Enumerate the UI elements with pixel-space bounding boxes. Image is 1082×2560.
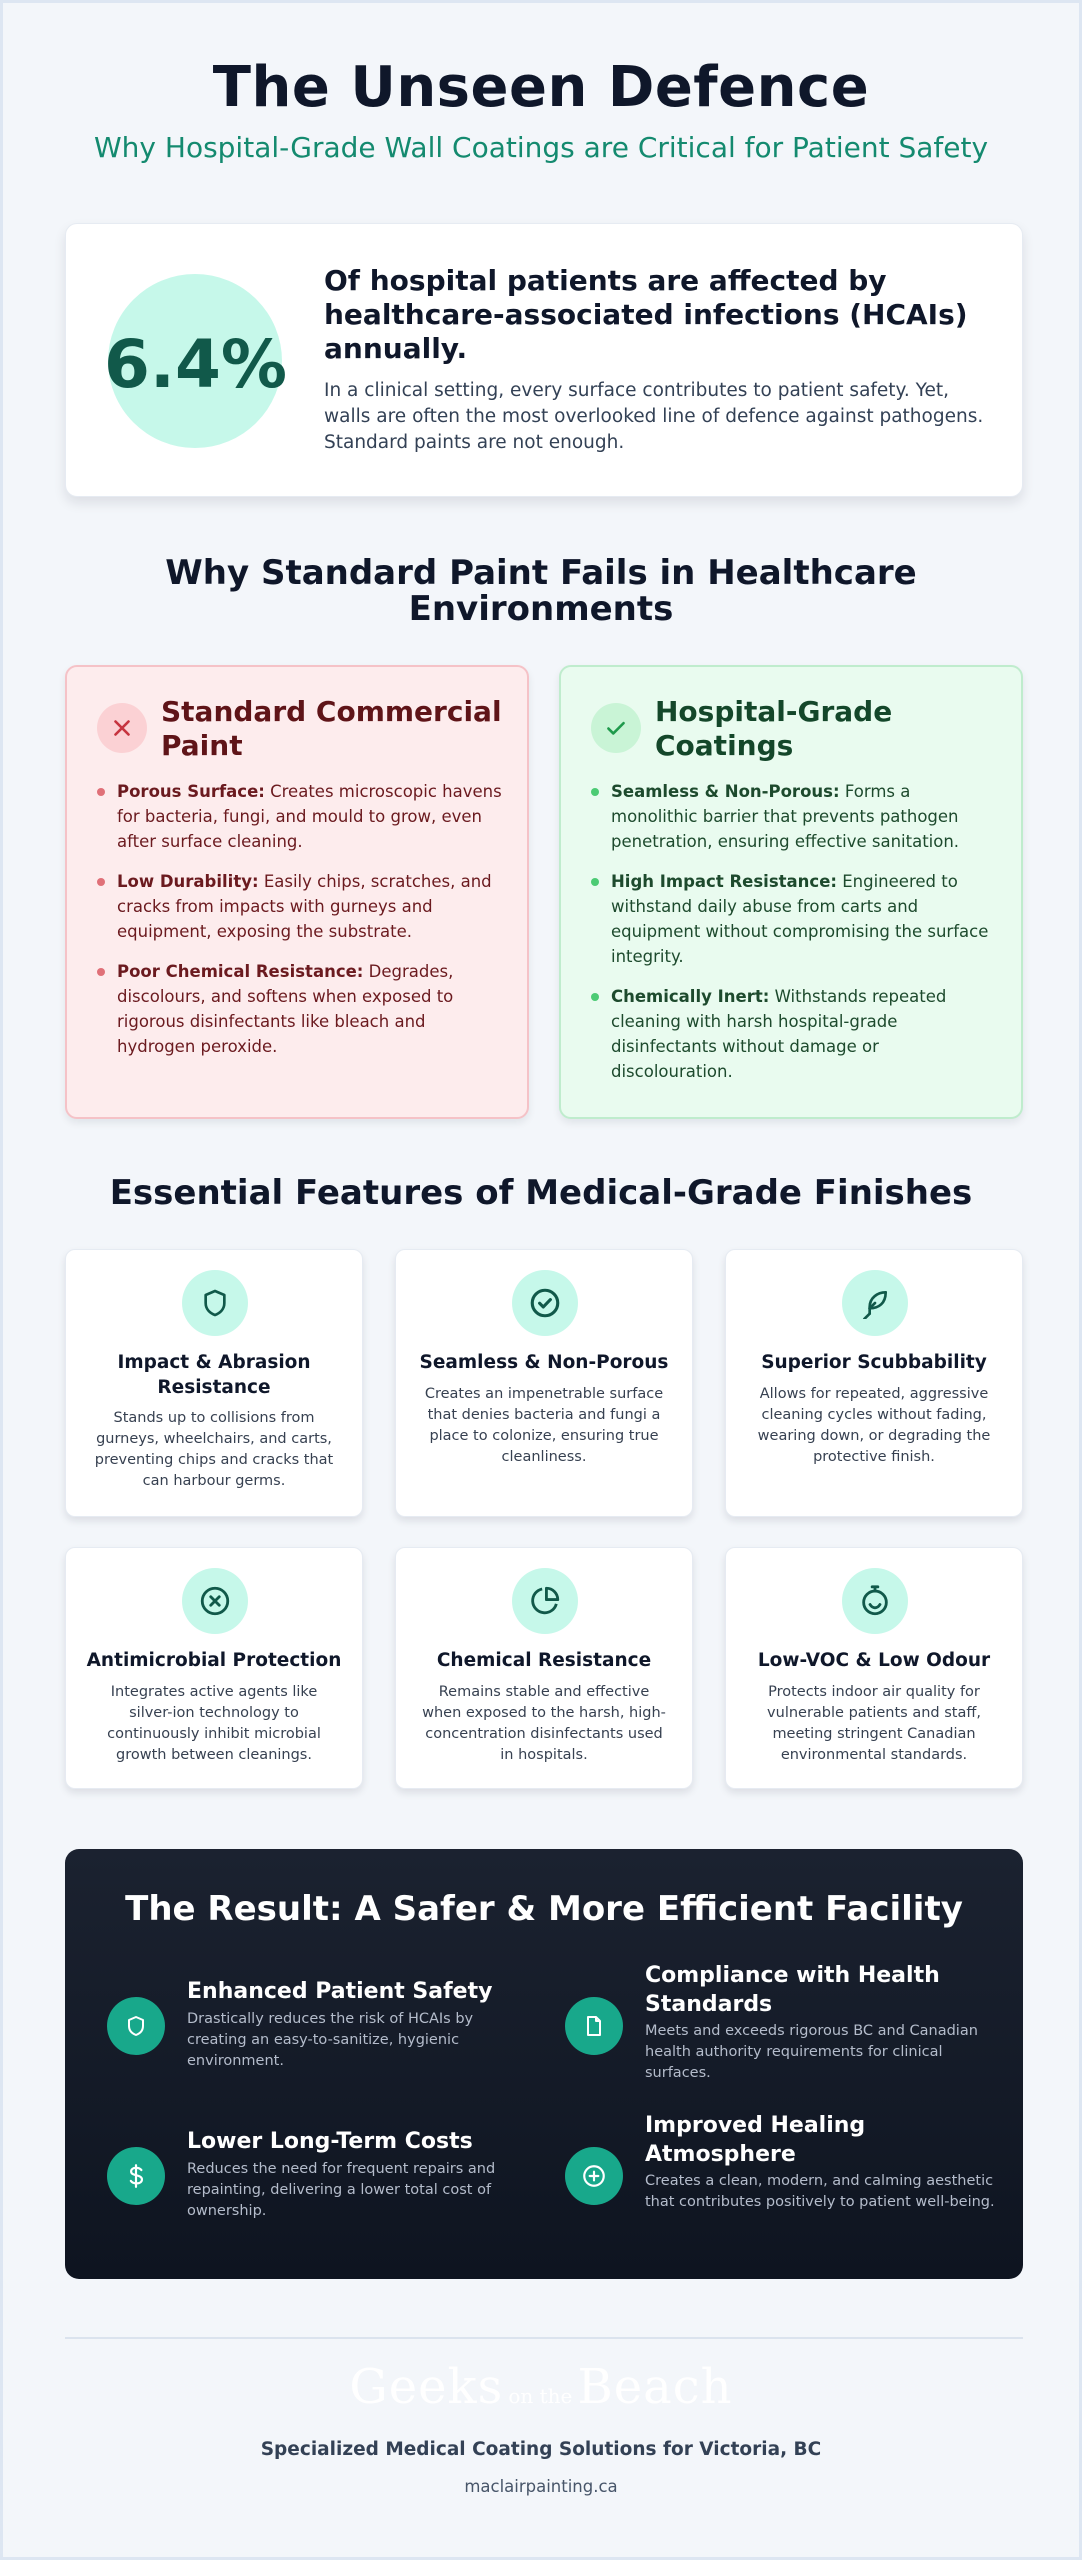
smile-icon [842,1568,908,1634]
item-text: Creates microscopic havens for bacteria, fungi, and mould to grow, even after surface cleaning. [117,782,502,851]
hospital-grade-card [559,665,1023,1119]
item-label: Poor Chemical Resistance: [117,962,364,981]
document-icon [565,1997,623,2055]
list-item [589,984,999,1084]
feature-description: Integrates active agents like silver-ion technology to continuously inhibit microbial growth between cleanings. [107,1684,321,1763]
feature-title: Chemical Resistance [436,1650,652,1671]
result-item-description: Meets and exceeds rigorous BC and Canadian health authority requirements for clinical surfaces. [645,2023,978,2081]
logo-word: Beach [577,2359,733,2415]
check-icon [591,703,641,753]
result-item-title: Compliance with Health Standards [645,1963,940,2017]
feature-title: Seamless & Non-Porous [419,1352,669,1373]
result-item-description: Drastically reduces the risk of HCAIs by creating an easy-to-sanitize, hygienic environment. [187,2011,474,2069]
bullet-dot [97,878,105,886]
stat-value: 6.4% [104,326,288,403]
shield-icon [182,1270,248,1336]
page-subtitle: Why Hospital-Grade Wall Coatings are Critical for Patient Safety [93,131,989,164]
item-text: Forms a monolithic barrier that prevents pathogen penetration, ensuring effective sanitation. [611,782,960,851]
x-icon [97,703,147,753]
feature-card-impact [65,1249,363,1517]
feature-title: Antimicrobial Protection [86,1650,342,1671]
features-heading: Essential Features of Medical-Grade Finishes [109,1173,973,1213]
result-item-description: Creates a clean, modern, and calming aesthetic that contributes positively to patient well-being. [645,2173,995,2210]
item-text: Withstands repeated cleaning with harsh hospital-grade disinfectants without damage or discolouration. [611,987,947,1081]
result-title: The Result: A Safer & More Efficient Facility [125,1889,963,1929]
item-label: Seamless & Non-Porous: [611,782,840,801]
stat-description: In a clinical setting, every surface contributes to patient safety. Yet, walls are often the most overlooked line of defence against pathogens. Standard paints are not enough. [324,380,984,453]
item-label: Chemically Inert: [611,987,770,1006]
bullet-dot [591,788,599,796]
feature-card-antimicrobial [65,1547,363,1789]
standard-paint-title: Standard Commercial Paint [161,695,502,762]
standard-paint-list [95,779,505,1074]
feature-description: Stands up to collisions from gurneys, wheelchairs, and carts, preventing chips and cracks that can harbour germs. [94,1410,334,1489]
footer-tagline: Specialized Medical Coating Solutions for Victoria, BC [260,2439,822,2460]
item-label: Porous Surface: [117,782,265,801]
list-item [589,779,999,854]
comparison-heading: Why Standard Paint Fails in Healthcare Environments [165,553,917,629]
page-title: The Unseen Defence [212,55,870,120]
result-item-title: Enhanced Patient Safety [187,1979,493,2004]
list-item [95,869,505,944]
result-panel [65,1849,1023,2279]
list-item [95,959,505,1059]
item-label: High Impact Resistance: [611,872,837,891]
plus-circle-icon [565,2147,623,2205]
standard-paint-card [65,665,529,1119]
bullet-dot [591,878,599,886]
result-item-description: Reduces the need for frequent repairs and repainting, delivering a lower total cost of ownership. [187,2161,496,2219]
result-item-title: Lower Long-Term Costs [187,2129,473,2154]
bullet-dot [591,993,599,1001]
stat-card [65,223,1023,497]
item-text: Degrades, discolours, and softens when exposed to rigorous disinfectants like bleach and hydrogen peroxide. [117,962,454,1056]
feature-description: Remains stable and effective when exposed to the harsh, high-concentration disinfectants used in hospitals. [422,1684,666,1763]
bullet-dot [97,788,105,796]
dollar-icon [107,2147,165,2205]
bullet-dot [97,968,105,976]
list-item [589,869,999,969]
feature-card-chemical [395,1547,693,1789]
logo-word: Geeks [349,2359,504,2415]
shield-icon [107,1997,165,2055]
feature-title: Low-VOC & Low Odour [757,1650,991,1671]
hospital-grade-title: Hospital-Grade Coatings [655,695,893,762]
item-text: Engineered to withstand daily abuse from carts and equipment without compromising the surface integrity. [611,872,989,966]
feature-card-seamless [395,1249,693,1517]
footer-url[interactable]: maclairpainting.ca [464,2477,618,2496]
feature-description: Allows for repeated, aggressive cleaning cycles without fading, wearing down, or degrading the protective finish. [757,1386,991,1465]
stat-headline: Of hospital patients are affected by healthcare-associated infections (HCAIs) annually. [324,264,968,365]
x-circle-icon [182,1568,248,1634]
feature-card-scrubbability [725,1249,1023,1517]
feather-icon [842,1270,908,1336]
item-text: Easily chips, scratches, and cracks from impacts with gurneys and equipment, exposing the substrate. [117,872,492,941]
footer-logo [3,2359,1079,2415]
feature-description: Creates an impenetrable surface that denies bacteria and fungi a place to colonize, ensuring true cleanliness. [424,1386,664,1465]
feature-title: Superior Scubbability [761,1352,987,1373]
feature-title: Impact & Abrasion Resistance [117,1352,311,1398]
hospital-grade-list [589,779,999,1099]
item-label: Low Durability: [117,872,259,891]
list-item [95,779,505,854]
feature-card-low-voc [725,1547,1023,1789]
logo-word: on the [508,2384,573,2408]
result-item-title: Improved Healing Atmosphere [645,2113,866,2167]
badge-check-icon [512,1270,578,1336]
pie-chart-icon [512,1568,578,1634]
footer-divider [65,2337,1023,2339]
feature-description: Protects indoor air quality for vulnerable patients and staff, meeting stringent Canadian environmental standards. [767,1684,981,1763]
